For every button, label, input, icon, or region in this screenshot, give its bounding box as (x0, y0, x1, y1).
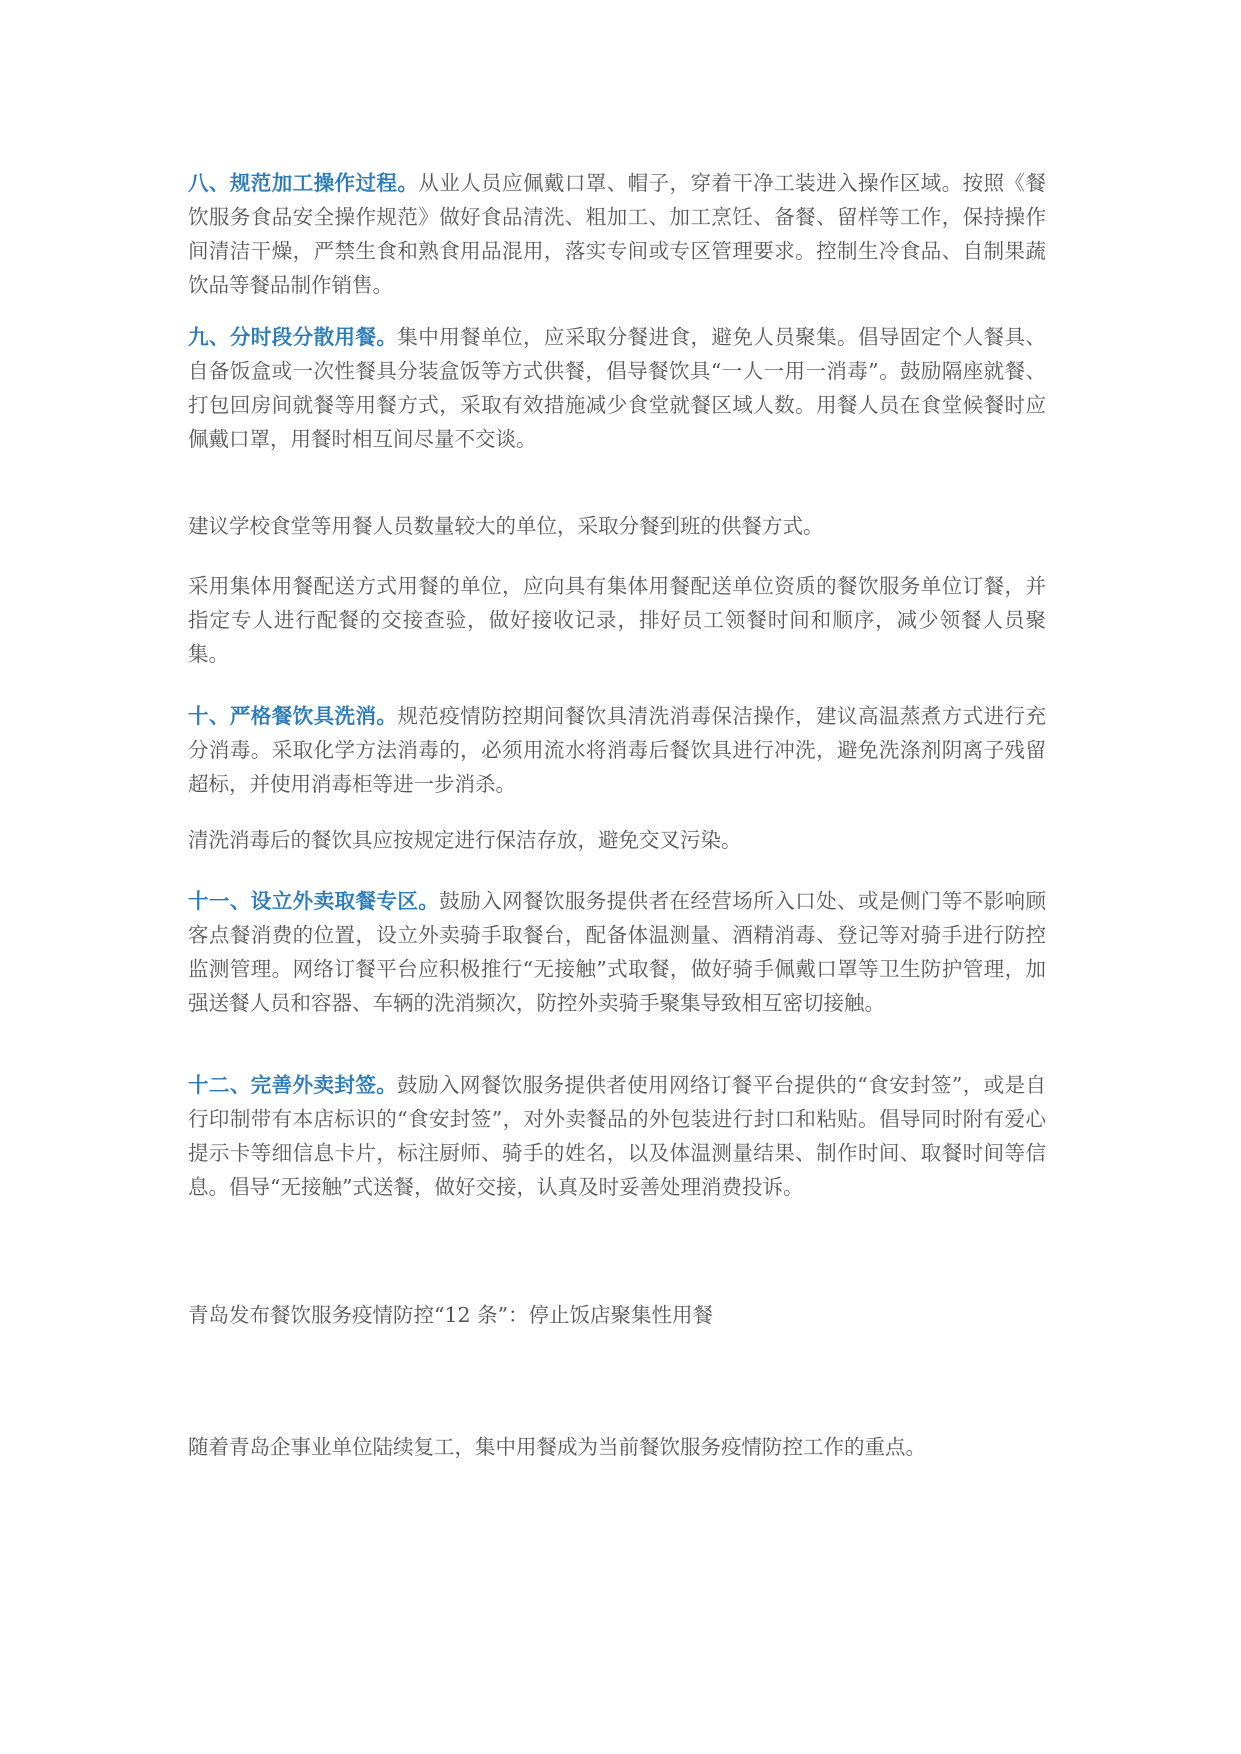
section-body: 规范疫情防控期间餐饮具清洗消毒保洁操作，建议高温蒸煮方式进行充分消毒。采取化学方法消毒的，必须用流水将消毒后餐饮具进行冲洗，避免洗涤剂阴离子残留超标，并使用消毒柜等进一步消杀。 (188, 704, 1046, 796)
paragraph-group-delivery (188, 569, 1046, 671)
paragraph-closing (188, 1430, 1046, 1464)
paragraph-text: 清洗消毒后的餐饮具应按规定进行保洁存放，避免交叉污染。 (188, 828, 742, 852)
section-body: 鼓励入网餐饮服务提供者在经营场所入口处、或是侧门等不影响顾客点餐消费的位置，设立外卖骑手取餐台，配备体温测量、酒精消毒、登记等对骑手进行防控监测管理。网络订餐平台应积极推行“无接触”式取餐，做好骑手佩戴口罩等卫生防护管理，加强送餐人员和容器、车辆的洗消频次，防控外卖骑手聚集导致相互密切接触。 (188, 889, 1046, 1015)
paragraph-storage (188, 823, 1046, 857)
paragraph-class-meals (188, 509, 1046, 543)
section-twelve (188, 1068, 1046, 1204)
paragraph-text: 采用集体用餐配送方式用餐的单位，应向具有集体用餐配送单位资质的餐饮服务单位订餐，并指定专人进行配餐的交接查验，做好接收记录，排好员工领餐时间和顺序，减少领餐人员聚集。 (188, 574, 1046, 666)
section-eight (188, 166, 1046, 302)
paragraph-text: 随着青岛企事业单位陆续复工，集中用餐成为当前餐饮服务疫情防控工作的重点。 (188, 1435, 926, 1459)
section-heading: 八、规范加工操作过程。 (188, 171, 419, 195)
section-body: 鼓励入网餐饮服务提供者使用网络订餐平台提供的“食安封签”，或是自行印制带有本店标识的“食安封签”，对外卖餐品的外包装进行封口和粘贴。倡导同时附有爱心提示卡等细信息卡片，标注厨师、骑手的姓名，以及体温测量结果、制作时间、取餐时间等信息。倡导“无接触”式送餐，做好交接，认真及时妥善处理消费投诉。 (188, 1073, 1046, 1199)
section-eleven (188, 884, 1046, 1020)
paragraph-text: 青岛发布餐饮服务疫情防控“12 条”：停止饭店聚集性用餐 (188, 1303, 714, 1327)
section-heading: 十二、完善外卖封签。 (188, 1073, 398, 1097)
section-nine (188, 320, 1046, 456)
section-ten (188, 699, 1046, 801)
section-body: 集中用餐单位，应采取分餐进食，避免人员聚集。倡导固定个人餐具、自备饭盒或一次性餐具分装盒饭等方式供餐，倡导餐饮具“一人一用一消毒”。鼓励隔座就餐、打包回房间就餐等用餐方式，采取有效措施减少食堂就餐区域人数。用餐人员在食堂候餐时应佩戴口罩，用餐时相互间尽量不交谈。 (188, 325, 1046, 451)
paragraph-text: 建议学校食堂等用餐人员数量较大的单位，采取分餐到班的供餐方式。 (188, 514, 824, 538)
section-heading: 九、分时段分散用餐。 (188, 325, 398, 349)
section-body: 从业人员应佩戴口罩、帽子，穿着干净工装进入操作区域。按照《餐饮服务食品安全操作规范》做好食品清洗、粗加工、加工烹饪、备餐、留样等工作，保持操作间清洁干燥，严禁生食和熟食用品混用，落实专间或专区管理要求。控制生冷食品、自制果蔬饮品等餐品制作销售。 (188, 171, 1046, 297)
section-heading: 十、严格餐饮具洗消。 (188, 704, 398, 728)
news-title (188, 1298, 1046, 1332)
section-heading: 十一、设立外卖取餐专区。 (188, 889, 440, 913)
